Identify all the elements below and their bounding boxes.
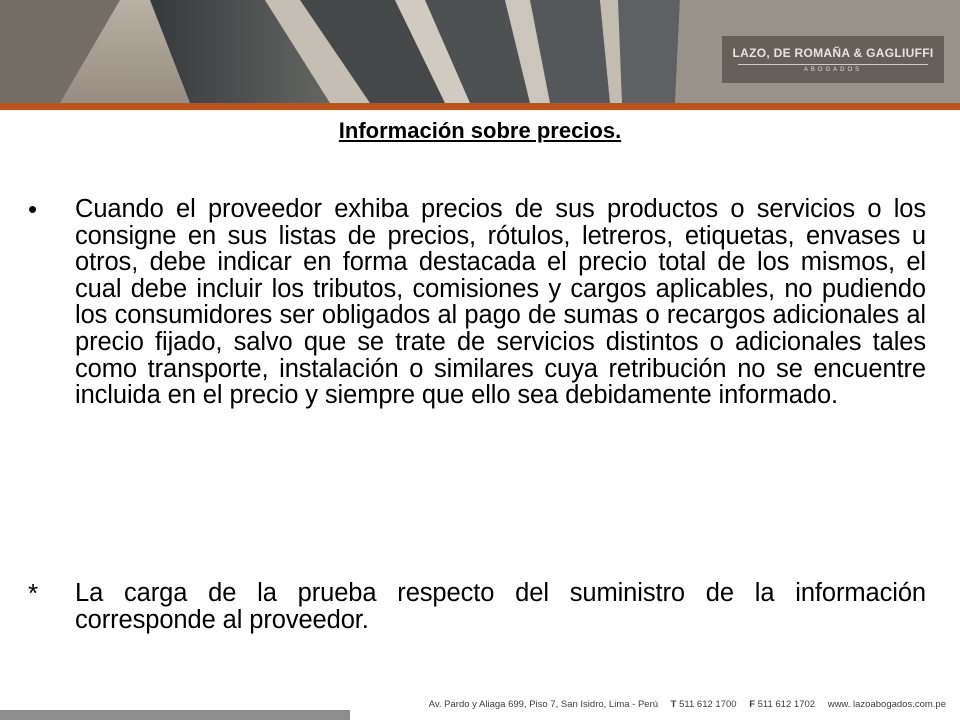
logo-divider — [738, 64, 928, 65]
footer-phone: 511 612 1700 — [679, 699, 737, 710]
note-text: La carga de la prueba respecto del suministro de la información corresponde al proveedor. — [75, 579, 926, 634]
footer-address: Av. Pardo y Aliaga 699, Piso 7, San Isidro, Lima - Perú — [428, 699, 659, 710]
header-accent-rule — [0, 103, 960, 110]
note-item — [28, 580, 926, 633]
footer-fax: 511 612 1702 — [757, 699, 816, 710]
footer-contact — [429, 699, 946, 710]
bullet-marker: • — [28, 194, 38, 224]
firm-tagline: ABOGADOS — [803, 67, 863, 73]
asterisk-marker: * — [28, 578, 39, 608]
bullet-item — [28, 196, 926, 409]
footer-fax-label: F — [749, 699, 755, 710]
footer-website: www. lazoabogados.com.pe — [827, 699, 946, 710]
footer-phone-label: T — [670, 699, 677, 710]
slide-title: Información sobre precios. — [338, 118, 622, 143]
firm-logo — [722, 36, 944, 83]
bullet-text: Cuando el proveedor exhiba precios de sus productos o servicios o los consigne en sus listas de precios, rótulos, letreros, etiquetas, envases u otros, debe indicar en forma destacada el precio total de los mismos, el cual debe incluir los tributos, comisiones y cargos aplicables, no pudiendo los consumidores ser obligados al pago de sumas o recargos adicionales al precio fijado, salvo que se trate de servicios distintos o adicionales tales como transporte, instalación o similares cuya retribución no se encuentre incluida en el precio y siempre que ello sea debidamente informado. — [75, 195, 926, 410]
firm-name: LAZO, DE ROMAÑA & GAGLIUFFI — [732, 46, 934, 60]
header-banner — [0, 0, 960, 103]
footer-bar — [0, 710, 350, 720]
